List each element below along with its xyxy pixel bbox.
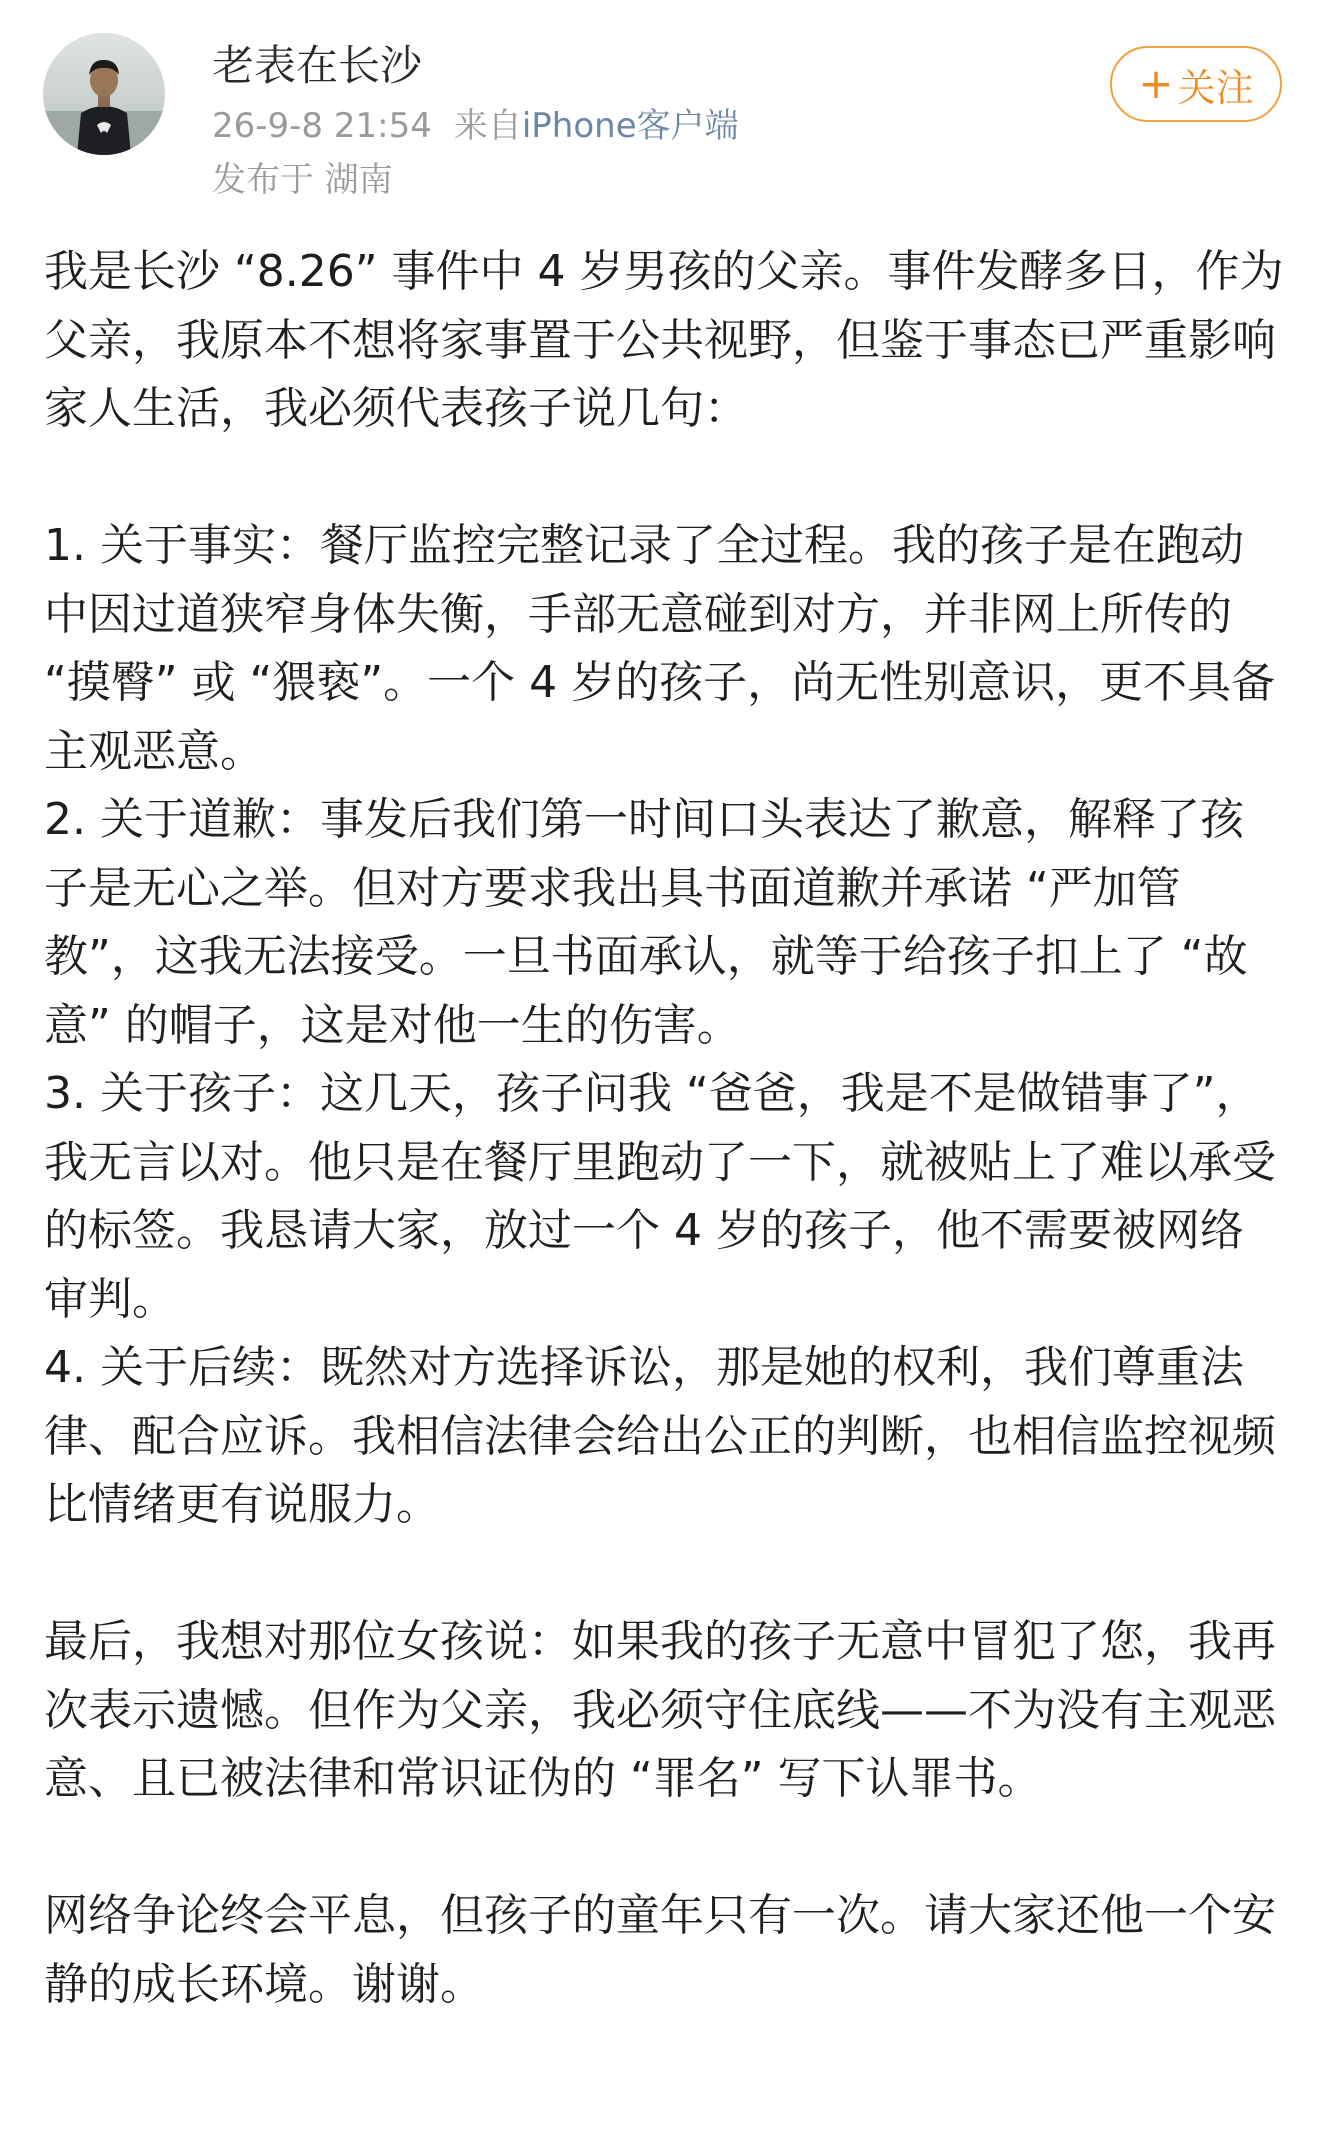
- follow-button-label: 关注: [1177, 65, 1254, 110]
- post-paragraph: 我是长沙 “8.26” 事件中 4 岁男孩的父亲。事件发酵多日，作为父亲，我原本不想将家事置于公共视野，但鉴于事态已严重影响家人生活，我必须代表孩子说几句：: [44, 246, 1284, 434]
- user-avatar-photo-icon: [43, 33, 165, 155]
- post-paragraph: 4. 关于后续：既然对方选择诉讼，那是她的权利，我们尊重法律、配合应诉。我相信法律会给出公正的判断，也相信监控视频比情绪更有说服力。: [44, 1342, 1276, 1530]
- paragraph-gap: [44, 1540, 1284, 1609]
- plus-icon: +: [1138, 59, 1174, 108]
- post-body: [44, 238, 1284, 2019]
- post-meta: [212, 104, 739, 148]
- paragraph-gap: [44, 1814, 1284, 1883]
- avatar[interactable]: [43, 33, 165, 155]
- paragraph-gap: [44, 444, 1284, 513]
- post-timestamp: 26-9-8 21:54: [212, 106, 432, 146]
- author-name[interactable]: 老表在长沙: [212, 41, 423, 90]
- post-paragraph: 3. 关于孩子：这几天，孩子问我 “爸爸，我是不是做错事了”，我无言以对。他只是在餐厅里跑动了一下，就被贴上了难以承受的标签。我恳请大家，放过一个 4 岁的孩子，他不需要被网络审判。: [44, 1068, 1276, 1325]
- post-paragraph: 网络争论终会平息，但孩子的童年只有一次。请大家还他一个安静的成长环境。谢谢。: [44, 1890, 1276, 2010]
- source-device: iPhone客户端: [521, 106, 739, 146]
- post-paragraph: 2. 关于道歉：事发后我们第一时间口头表达了歉意，解释了孩子是无心之举。但对方要求我出具书面道歉并承诺 “严加管教”，这我无法接受。一旦书面承认，就等于给孩子扣上了 “故意” 的帽子，这是对他一生的伤害。: [44, 794, 1248, 1051]
- source-prefix: 来自: [453, 106, 522, 146]
- post-header: [0, 0, 1320, 210]
- follow-button[interactable]: [1110, 46, 1282, 122]
- post-paragraph: 最后，我想对那位女孩说：如果我的孩子无意中冒犯了您，我再次表示遗憾。但作为父亲，我必须守住底线——不为没有主观恶意、且已被法律和常识证伪的 “罪名” 写下认罪书。: [44, 1616, 1276, 1804]
- post-paragraph: 1. 关于事实：餐厅监控完整记录了全过程。我的孩子是在跑动中因过道狭窄身体失衡，手部无意碰到对方，并非网上所传的 “摸臀” 或 “猥亵”。一个 4 岁的孩子，尚无性别意识，更不具备主观恶意。: [44, 520, 1276, 777]
- post-location: 发布于 湖南: [212, 160, 393, 200]
